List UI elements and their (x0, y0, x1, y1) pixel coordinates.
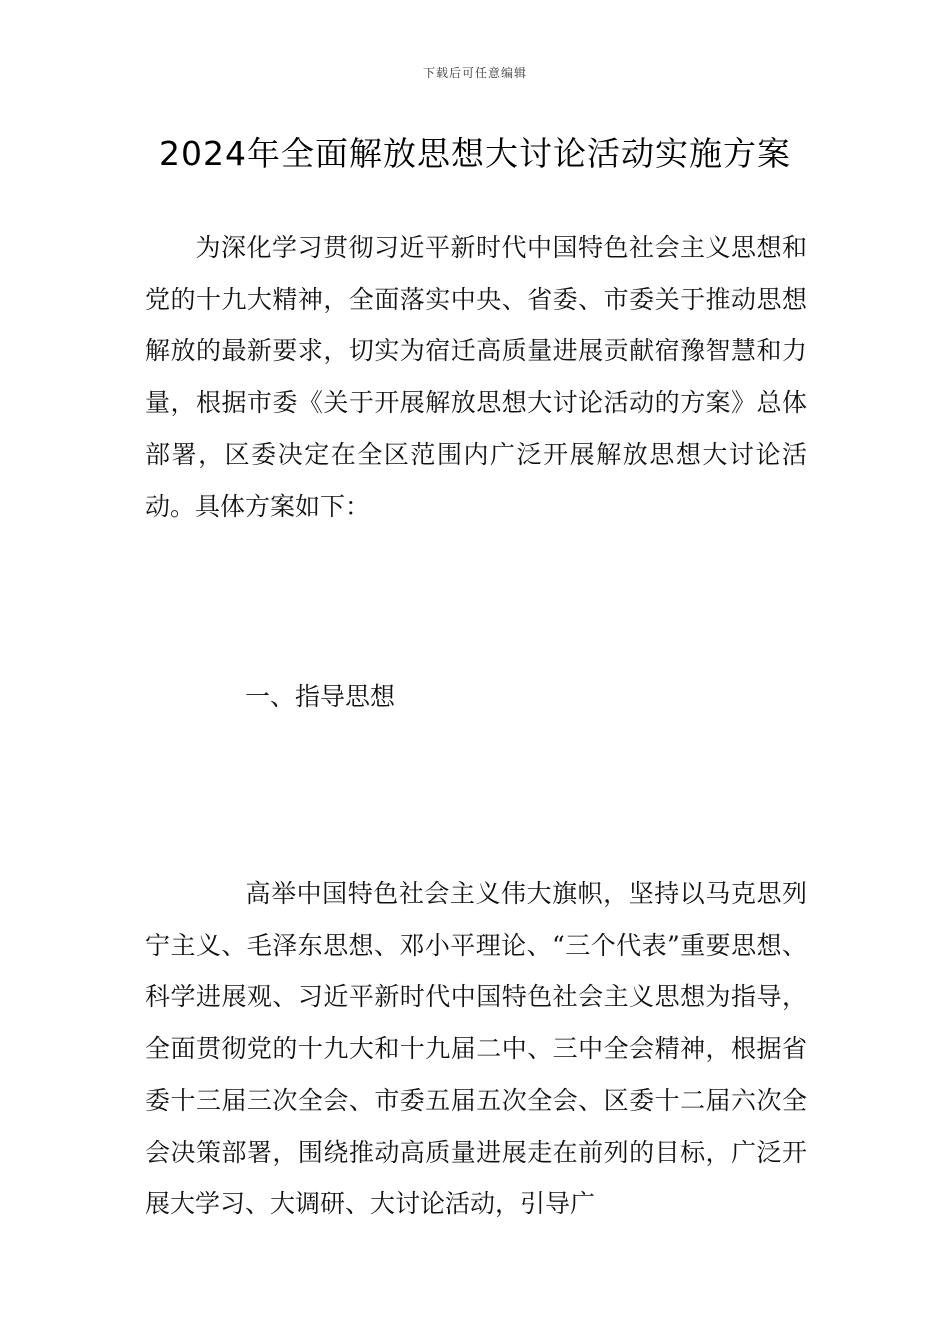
intro-paragraph-text: 为深化学习贯彻习近平新时代中国特色社会主义思想和党的十九大精神，全面落实中央、省委、市委关于推动思想解放的最新要求，切实为宿迁高质量进展贡献宿豫智慧和力量，根据市委《关于开展解放思想大讨论活动的方案》总体部署，区委决定在全区范围内广泛开展解放思想大讨论活动。具体方案如下： (145, 233, 807, 521)
section-heading-guiding-ideology: 一、指导思想 (245, 682, 396, 711)
document-title: 2024年全面解放思想大讨论活动实施方案 (159, 134, 791, 173)
section-1-paragraph-text: 高举中国特色社会主义伟大旗帜，坚持以马克思列宁主义、毛泽东思想、邓小平理论、“三个代表”重要思想、科学进展观、习近平新时代中国特色社会主义思想为指导，全面贯彻党的十九大和十九届二中、三中全会精神，根据省委十三届三次全会、市委五届五次全会、区委十二届六次全会决策部署，围绕推动高质量进展走在前列的目标，广泛开展大学习、大调研、大讨论活动，引导广 (145, 879, 807, 1219)
section-1-paragraph (145, 868, 807, 1230)
intro-paragraph (145, 222, 807, 532)
header-note: 下载后可任意编辑 (422, 66, 527, 80)
